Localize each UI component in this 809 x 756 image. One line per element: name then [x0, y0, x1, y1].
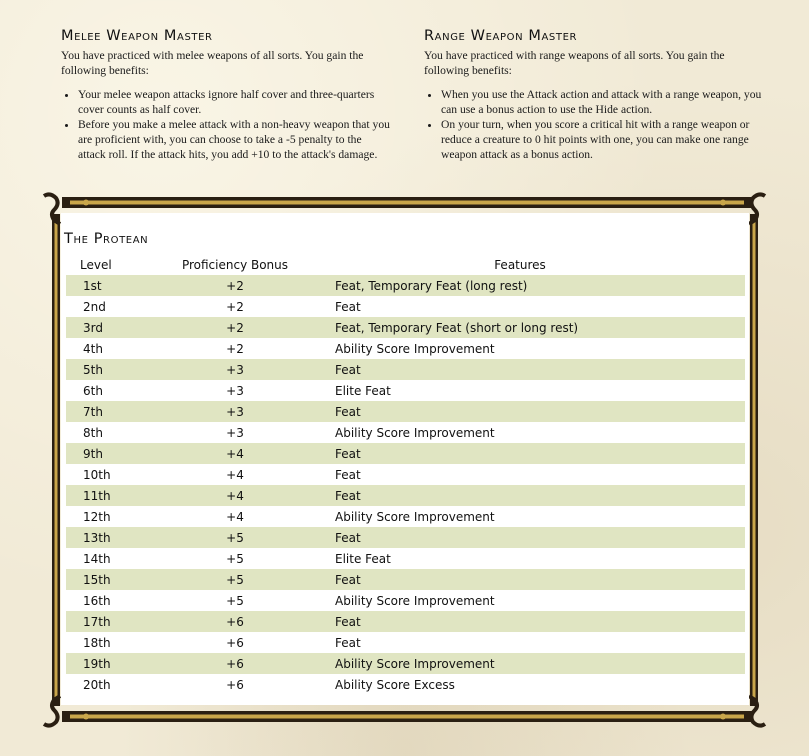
table-row — [66, 485, 745, 506]
level-cell: 9th — [66, 443, 175, 464]
level-cell: 19th — [66, 653, 175, 674]
frame-right-gold — [753, 222, 756, 698]
table-row — [66, 422, 745, 443]
table-title: The Protean — [64, 231, 149, 247]
table-row — [66, 275, 745, 296]
table-row — [66, 338, 745, 359]
features-cell: Feat — [335, 635, 361, 650]
melee-intro: You have practiced with melee weapons of all sorts. You gain the following benefits: — [61, 49, 364, 77]
bonus-cell: +6 — [175, 611, 295, 632]
table-header-row — [66, 254, 745, 275]
features-cell: Feat — [295, 401, 745, 422]
bonus-cell: +5 — [226, 593, 244, 608]
table-row — [66, 527, 745, 548]
level-cell: 10th — [83, 467, 111, 482]
features-cell: Feat — [335, 299, 361, 314]
table-row — [66, 653, 745, 674]
melee-title: Melee Weapon Master — [61, 28, 213, 44]
table-row — [66, 590, 745, 611]
table-row — [66, 401, 745, 422]
bonus-cell: +2 — [175, 275, 295, 296]
level-cell: 17th — [66, 611, 175, 632]
header-level: Level — [80, 257, 112, 272]
table-row — [66, 296, 745, 317]
level-cell: 16th — [83, 593, 111, 608]
bonus-cell: +4 — [226, 509, 244, 524]
level-cell: 13th — [66, 527, 175, 548]
features-cell: Ability Score Improvement — [335, 341, 495, 356]
bonus-cell: +3 — [226, 425, 244, 440]
features-cell: Elite Feat — [335, 383, 391, 398]
level-cell: 7th — [66, 401, 175, 422]
features-cell: Ability Score Improvement — [335, 425, 495, 440]
table-row — [66, 632, 745, 653]
bonus-cell: +3 — [175, 359, 295, 380]
table-row — [66, 548, 745, 569]
bonus-cell: +4 — [175, 485, 295, 506]
table-row — [66, 569, 745, 590]
features-cell: Elite Feat — [335, 551, 391, 566]
features-cell: Ability Score Excess — [335, 677, 455, 692]
features-cell: Feat — [295, 443, 745, 464]
bonus-cell: +3 — [175, 401, 295, 422]
level-cell: 8th — [83, 425, 103, 440]
table-row — [66, 380, 745, 401]
table-row — [66, 674, 745, 695]
level-cell: 11th — [66, 485, 175, 506]
frame-bottom-gold — [70, 715, 744, 719]
bonus-cell: +6 — [175, 653, 295, 674]
features-cell: Feat, Temporary Feat (long rest) — [295, 275, 745, 296]
features-cell: Feat — [295, 611, 745, 632]
features-cell: Feat — [295, 359, 745, 380]
features-cell: Feat — [295, 569, 745, 590]
range-intro: You have practiced with range weapons of all sorts. You gain the following benefits: — [424, 49, 725, 77]
range-benefit: • When you use the Attack action and attack with a range weapon, you can use a bonus action to use the Hide action. — [441, 87, 764, 117]
features-cell: Feat — [295, 527, 745, 548]
table-row — [66, 464, 745, 485]
bonus-cell: +4 — [226, 467, 244, 482]
table-row — [66, 506, 745, 527]
protean-table-panel — [61, 213, 749, 705]
frame-stud — [720, 200, 726, 206]
range-benefit: • On your turn, when you score a critical hit with a range weapon or reduce a creature to 0 hit points with one, you can make one range weapon attack as a bonus action. — [441, 117, 764, 162]
level-cell: 6th — [83, 383, 103, 398]
protean-level-table — [66, 254, 745, 695]
features-cell: Feat — [295, 485, 745, 506]
features-cell: Feat, Temporary Feat (short or long rest) — [295, 317, 745, 338]
bonus-cell: +4 — [175, 443, 295, 464]
level-cell: 12th — [83, 509, 111, 524]
level-cell: 15th — [66, 569, 175, 590]
bonus-cell: +6 — [226, 635, 244, 650]
bonus-cell: +6 — [226, 677, 244, 692]
table-row — [66, 443, 745, 464]
bonus-cell: +5 — [226, 551, 244, 566]
level-cell: 14th — [83, 551, 111, 566]
melee-benefit: • Before you make a melee attack with a non-heavy weapon that you are proficient with, you can choose to take a -5 penalty to the attack roll. If the attack hits, you add +10 to the attack's damage. — [78, 117, 391, 162]
level-cell: 1st — [66, 275, 175, 296]
bonus-cell: +5 — [175, 527, 295, 548]
table-row — [66, 359, 745, 380]
features-cell: Ability Score Improvement — [335, 509, 495, 524]
bonus-cell: +2 — [226, 341, 244, 356]
table-row — [66, 317, 745, 338]
bonus-cell: +2 — [226, 299, 244, 314]
level-cell: 5th — [66, 359, 175, 380]
bonus-cell: +3 — [226, 383, 244, 398]
table-row — [66, 611, 745, 632]
level-cell: 2nd — [83, 299, 106, 314]
frame-left-gold — [55, 222, 58, 698]
bonus-cell: +5 — [175, 569, 295, 590]
level-cell: 3rd — [66, 317, 175, 338]
features-cell: Ability Score Improvement — [295, 653, 745, 674]
header-proficiency-bonus: Proficiency Bonus — [181, 257, 289, 272]
level-cell: 18th — [83, 635, 111, 650]
bonus-cell: +2 — [175, 317, 295, 338]
range-title: Range Weapon Master — [424, 28, 578, 44]
frame-stud — [720, 714, 726, 720]
frame-top-gold — [70, 201, 744, 205]
frame-stud — [83, 200, 89, 206]
header-features: Features — [494, 257, 546, 272]
level-cell: 4th — [83, 341, 103, 356]
features-cell: Feat — [335, 467, 361, 482]
frame-stud — [83, 714, 89, 720]
melee-benefit: • Your melee weapon attacks ignore half cover and three-quarters cover counts as half cover. — [78, 87, 391, 117]
level-cell: 20th — [83, 677, 111, 692]
features-cell: Ability Score Improvement — [335, 593, 495, 608]
